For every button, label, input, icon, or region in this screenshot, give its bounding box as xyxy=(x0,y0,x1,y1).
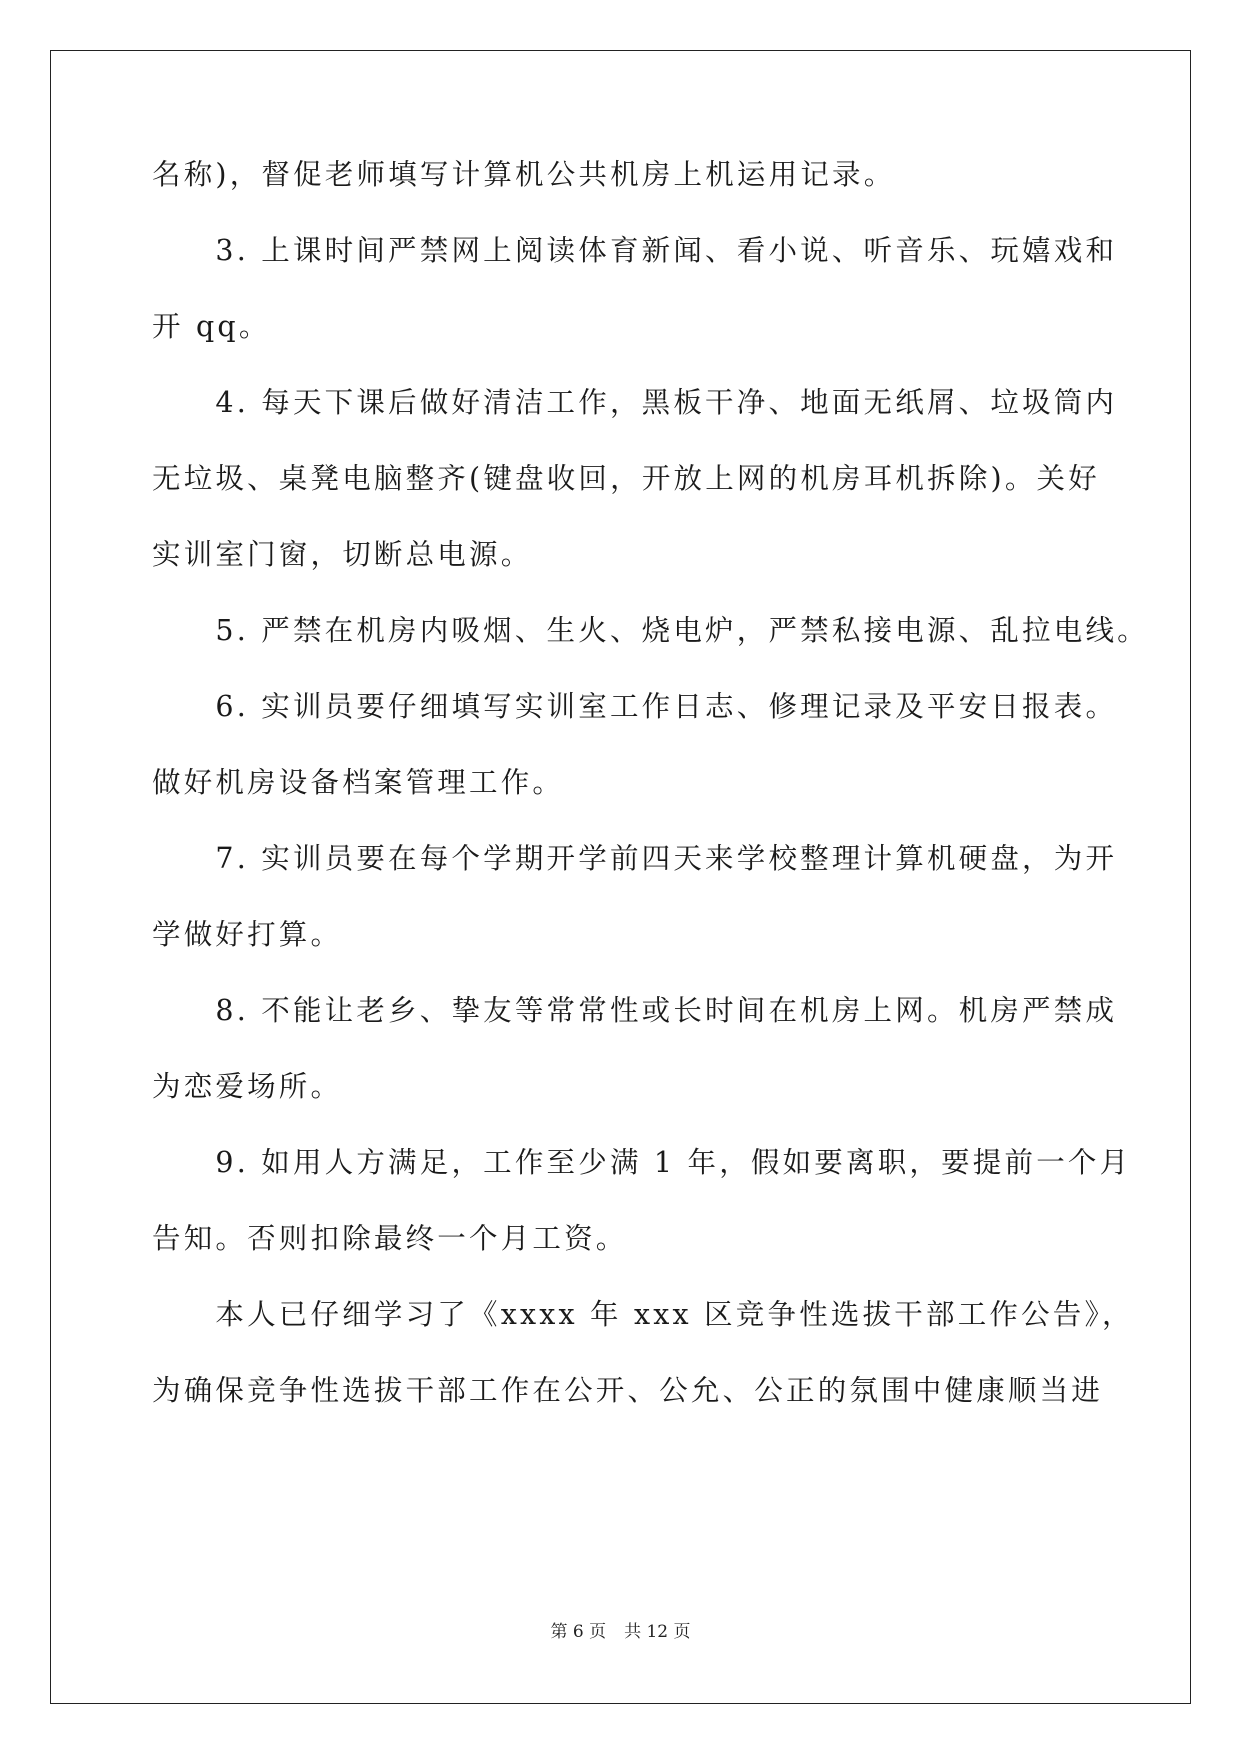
text-line: 6. 实训员要仔细填写实训室工作日志、修理记录及平安日报表。 xyxy=(152,690,1118,723)
text-line: 7. 实训员要在每个学期开学前四天来学校整理计算机硬盘，为开 xyxy=(152,842,1118,875)
text-line: 3. 上课时间严禁网上阅读体育新闻、看小说、听音乐、玩嬉戏和 xyxy=(152,234,1118,267)
text-line: 4. 每天下课后做好清洁工作，黑板干净、地面无纸屑、垃圾筒内 xyxy=(152,386,1118,419)
text-line: 名称)，督促老师填写计算机公共机房上机运用记录。 xyxy=(152,158,896,191)
text-line: 为恋爱场所。 xyxy=(152,1070,343,1103)
text-line: 告知。否则扣除最终一个月工资。 xyxy=(152,1222,628,1255)
text-line: 8. 不能让老乡、挚友等常常性或长时间在机房上网。机房严禁成 xyxy=(152,994,1118,1027)
page-footer xyxy=(0,1617,1241,1642)
page-number: 第 6 页 xyxy=(550,1622,607,1642)
text-line: 学做好打算。 xyxy=(152,918,343,951)
text-line: 开 qq。 xyxy=(152,310,271,343)
text-line: 无垃圾、桌凳电脑整齐(键盘收回，开放上网的机房耳机拆除)。关好 xyxy=(152,462,1100,495)
text-line: 为确保竞争性选拔干部工作在公开、公允、公正的氛围中健康顺当进 xyxy=(152,1374,1104,1407)
page-total: 共 12 页 xyxy=(624,1622,691,1642)
text-line: 5. 严禁在机房内吸烟、生火、烧电炉，严禁私接电源、乱拉电线。 xyxy=(152,614,1149,647)
text-line: 9. 如用人方满足，工作至少满 1 年，假如要离职，要提前一个月 xyxy=(152,1146,1132,1179)
text-line: 本人已仔细学习了《xxxx 年 xxx 区竞争性选拔干部工作公告》， xyxy=(152,1298,1134,1331)
text-line: 做好机房设备档案管理工作。 xyxy=(152,766,565,799)
text-line: 实训室门窗，切断总电源。 xyxy=(152,538,533,571)
